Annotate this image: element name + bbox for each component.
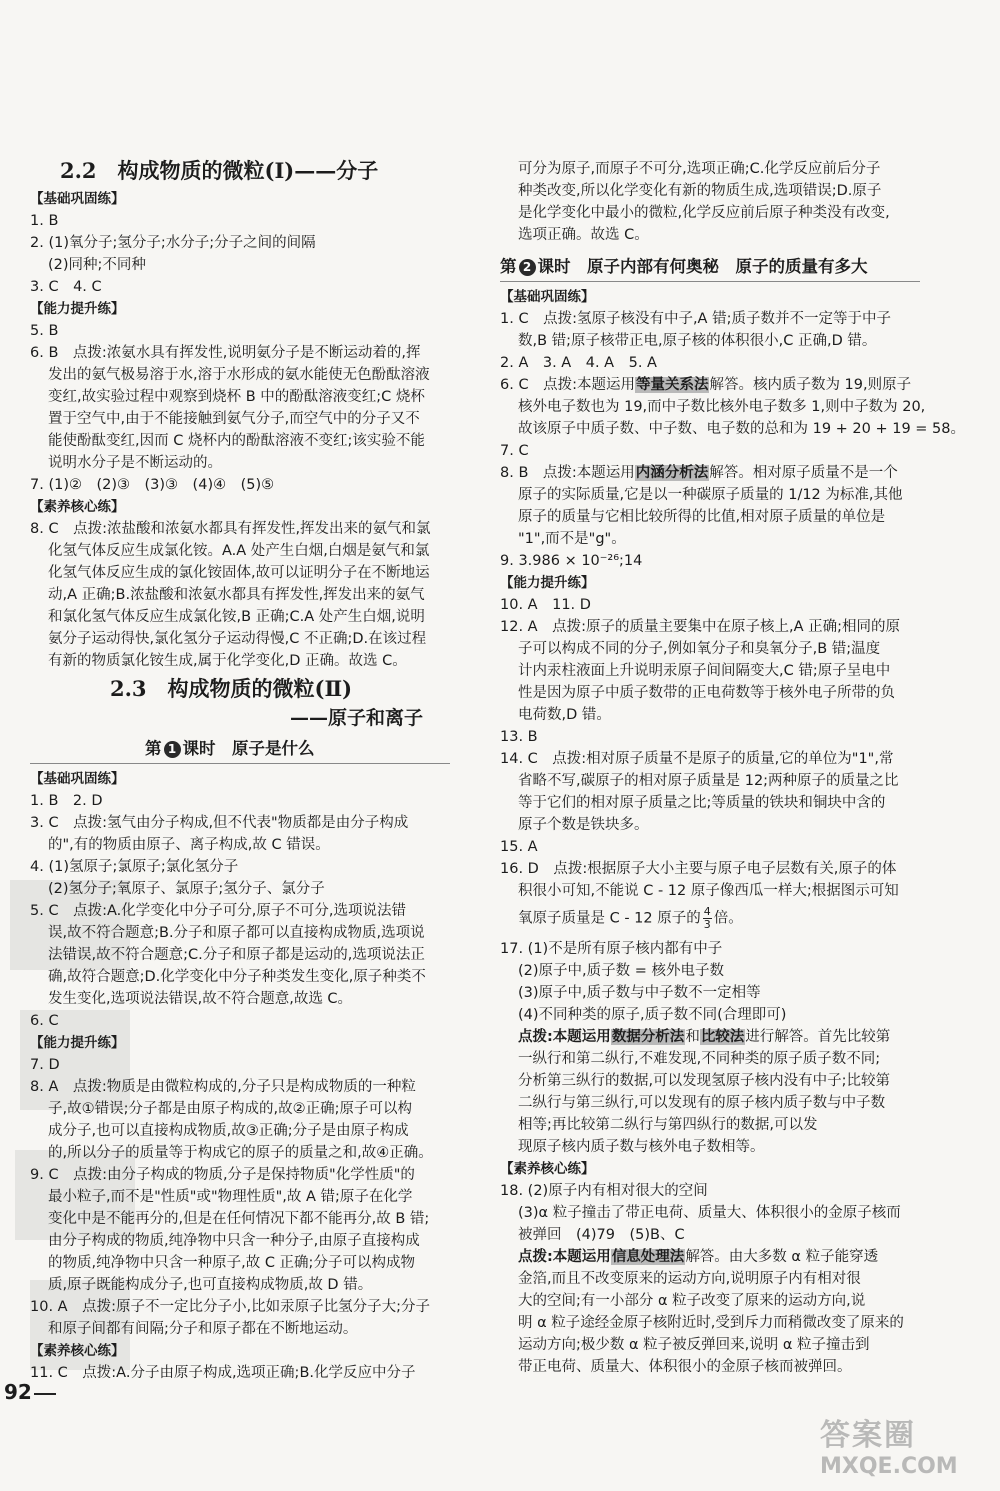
answer-18-cont: 带正电荷、质量大、体积很小的金原子核而被弹回。 [518,1359,852,1375]
answer-16-cont: 氧原子质量是 C - 12 原子的 $\frac{4}{3}$ 倍。 [518,905,743,931]
answer-18-cont: 金箔,而且不改变原来的运动方向,说明原子内有相对很 [518,1271,861,1287]
lesson-divider [500,281,920,282]
answer-12-cont: 计内汞柱液面上升说明汞原子间间隔变大,C 错;原子呈电中 [518,663,891,679]
answer-11: 11. C 点拨:A.分子由原子构成,选项正确;B.化学反应中分子 [30,1365,416,1381]
answer-8-cont: 原子的质量与它相比较所得的比值,相对原子质量的单位是 [518,509,886,525]
answer-17: 17. (1)不是所有原子核内都有中子 [500,941,723,957]
label-ability-practice: 【能力提升练】 [30,1035,125,1051]
answer-5-cont: 确,故符合题意;D.化学变化中分子种类发生变化,原子种类不 [48,969,426,985]
label-basic-practice: 【基础巩固练】 [500,289,595,305]
answer-18-part2-cont: 被弹回 (4)79 (5)B、C [518,1227,685,1243]
answer-6: 6. B 点拨:浓氨水具有挥发性,说明氨分子是不断运动着的,挥 [30,345,421,361]
answer-12-cont: 性是因为原子中质子数带的正电荷数等于核外电子所带的负 [518,685,895,701]
method-highlight: 比较法 [700,1029,745,1045]
answer-14: 14. C 点拨:相对原子质量不是原子的质量,它的单位为"1",常 [500,751,894,767]
answer-8: 8. C 点拨:浓盐酸和浓氨水都具有挥发性,挥发出来的氨气和氯 [30,521,431,537]
answer-2: 2. (1)氧分子;氢分子;水分子;分子之间的间隔 [30,235,316,251]
answer-18-cont: 明 α 粒子途经金原子核附近时,受到斥力而稍微改变了原来的 [518,1315,904,1331]
answer-8: 8. B 点拨:本题运用内涵分析法解答。相对原子质量不是一个 [500,465,898,481]
answer-15: 15. A [500,839,538,855]
answer-6-cont: 置于空气中,由于不能接触到氨气分子,而空气中的分子又不 [48,411,420,427]
answer-18-part2: (3)α 粒子撞击了带正电荷、质量大、体积很小的金原子核而 [518,1205,901,1221]
answer-1: 1. C 点拨:氢原子核没有中子,A 错;质子数并不一定等于中子 [500,311,891,327]
answer-10-cont: 和原子间都有间隔;分子和原子都在不断地运动。 [48,1321,358,1337]
answer-9-cont: 质,原子既能构成分子,也可直接构成物质,故 D 错。 [48,1277,373,1293]
label-basic-practice: 【基础巩固练】 [30,191,125,207]
answer-4: 4. (1)氢原子;氯原子;氯化氢分子 [30,859,239,875]
label-core-practice: 【素养核心练】 [30,499,125,515]
answer-4-part2: (2)氢分子;氧原子、氯原子;氢分子、氯分子 [48,881,325,897]
answer-6: 6. C 点拨:本题运用等量关系法解答。核内质子数为 19,则原子 [500,377,912,393]
label-core-practice: 【素养核心练】 [30,1343,125,1359]
answer-17-cont: 相等;再比较第二纵行与第四纵行的数据,可以发 [518,1117,818,1133]
answer-6: 6. C [30,1013,59,1029]
answer-18-cont: 大的空间;有一小部分 α 粒子改变了原来的运动方向,说 [518,1293,866,1309]
label-basic-practice: 【基础巩固练】 [30,771,125,787]
answer-6-cont: 故该原子中质子数、中子数、电子数的总和为 19 + 20 + 19 = 58。 [518,421,966,437]
answer-5-cont: 发生变化,选项说法错误,故不符合题意,故选 C。 [48,991,353,1007]
answer-8-cont: 化氢气体反应生成氯化铵。A.A 处产生白烟,白烟是氨气和氯 [48,543,430,559]
answer-2-5: 2. A 3. A 4. A 5. A [500,355,657,371]
answer-10-11: 10. A 11. D [500,597,591,613]
answer-13: 13. B [500,729,538,745]
label-core-practice: 【素养核心练】 [500,1161,595,1177]
answer-9: 9. 3.986 × 10⁻²⁶;14 [500,553,643,569]
answer-9-cont: 变化中是不能再分的,但是在任何情况下都不能再分,故 B 错; [48,1211,430,1227]
label-ability-practice: 【能力提升练】 [30,301,125,317]
answer-11-cont: 选项正确。故选 C。 [518,227,649,243]
watermark-logo-text: 答案圈 [820,1418,916,1453]
answer-18: 18. (2)原子内有相对很大的空间 [500,1183,708,1199]
answer-9-cont: 的物质,纯净物中只含一种原子,故 C 正确;分子可以构成物 [48,1255,415,1271]
answer-8-cont: 和氯化氢气体反应生成氯化铵,B 正确;C.A 处产生白烟,说明 [48,609,425,625]
answer-16-cont: 积很小可知,不能说 C - 12 原子像西瓜一样大;根据图示可知 [518,883,899,899]
answer-8-cont: 原子的实际质量,它是以一种碳原子质量的 1/12 为标准,其他 [518,487,903,503]
answer-17-cont: 一纵行和第二纵行,不难发现,不同种类的原子质子数不同; [518,1051,881,1067]
answer-14-cont: 等于它们的相对原子质量之比;等质量的铁块和铜块中含的 [518,795,886,811]
answer-7: 7. C [500,443,529,459]
answer-14-cont: 省略不写,碳原子的相对原子质量是 12;两种原子的质量之比 [518,773,899,789]
answer-12-cont: 子可以构成不同的分子,例如氧分子和臭氧分子,B 错;温度 [518,641,881,657]
answer-5: 5. B [30,323,59,339]
method-highlight: 内涵分析法 [635,465,709,481]
answer-8-cont: "1",而不是"g"。 [518,531,626,547]
answer-14-cont: 原子个数是铁块多。 [518,817,649,833]
answer-1: 1. B [30,213,59,229]
page-number-dash [34,1393,56,1395]
answer-17-cont: 现原子核内质子数与核外电子数相等。 [518,1139,765,1155]
answer-1-2: 1. B 2. D [30,793,103,809]
answer-8-cont: 动,A 正确;B.浓盐酸和浓氨水都具有挥发性,挥发出来的氨气 [48,587,425,603]
answer-8-cont: 氨分子运动得快,氯化氢分子运动得慢,C 不正确;D.在该过程 [48,631,427,647]
answer-8-cont: 化氢气体反应生成的氯化铵固体,故可以证明分子在不断地运 [48,565,430,581]
answer-1-cont: 数,B 错;原子核带正电,原子核的体积很小,C 正确,D 错。 [518,333,877,349]
answer-17-part4: (4)不同种类的原子,质子数不同(合理即可) [518,1007,787,1023]
lesson-1-heading: 第 1 课时 原子是什么 [145,739,315,758]
answer-5-cont: 误,故不符合题意;B.分子和原子都可以直接构成物质,选项说 [48,925,425,941]
method-highlight: 数据分析法 [611,1029,685,1045]
answer-8-cont: 子,故①错误;分子都是由原子构成的,故②正确;原子可以构 [48,1101,412,1117]
answer-16: 16. D 点拨:根据原子大小主要与原子电子层数有关,原子的体 [500,861,897,877]
answer-5-cont: 法错误,故不符合题意;C.分子和原子都是运动的,选项说法正 [48,947,425,963]
answer-17-part3: (3)原子中,质子数与中子数不一定相等 [518,985,761,1001]
method-highlight: 信息处理法 [611,1249,685,1265]
answer-6-cont: 能使酚酞变红,因而 C 烧杯内的酚酞溶液不变红;该实验不能 [48,433,425,449]
answer-17-cont: 二纵行与第三纵行,可以发现有的原子核内质子数与中子数 [518,1095,886,1111]
answer-9-cont: 由分子构成的物质,纯净物中只含一种分子,由原子直接构成 [48,1233,420,1249]
answer-17-part2: (2)原子中,质子数 = 核外电子数 [518,963,725,979]
answer-9: 9. C 点拨:由分子构成的物质,分子是保持物质"化学性质"的 [30,1167,415,1183]
method-highlight: 等量关系法 [635,377,709,393]
answer-7: 7. (1)② (2)③ (3)③ (4)④ (5)⑤ [30,477,275,493]
answer-6-cont: 说明水分子是不断运动的。 [48,455,222,471]
fraction: $\frac{4}{3}$ [703,905,711,931]
answer-18-tip: 点拨:本题运用信息处理法解答。由大多数 α 粒子能穿透 [518,1249,879,1265]
answer-8-cont: 的,所以分子的质量等于构成它的原子的质量之和,故④正确。 [48,1145,433,1161]
lesson-number-badge: 2 [519,259,536,276]
label-ability-practice: 【能力提升练】 [500,575,595,591]
answer-3-4: 3. C 4. C [30,279,102,295]
answer-8-cont: 有新的物质氯化铵生成,属于化学变化,D 正确。故选 C。 [48,653,407,669]
answer-3-cont: 的",有的物质由原子、离子构成,故 C 错误。 [48,837,330,853]
answer-11-cont: 种类改变,所以化学变化有新的物质生成,选项错误;D.原子 [518,183,882,199]
answer-2-part2: (2)同种;不同种 [48,257,146,273]
answer-8: 8. A 点拨:物质是由微粒构成的,分子只是构成物质的一种粒 [30,1079,416,1095]
answer-5: 5. C 点拨:A.化学变化中分子可分,原子不可分,选项说法错 [30,903,406,919]
lesson-number-badge: 1 [164,741,181,758]
answer-9-cont: 最小粒子,而不是"性质"或"物理性质",故 A 错;原子在化学 [48,1189,413,1205]
site-watermark-logo [820,1410,990,1490]
answer-3: 3. C 点拨:氢气由分子构成,但不代表"物质都是由分子构成 [30,815,409,831]
answer-11-cont: 可分为原子,而原子不可分,选项正确;C.化学反应前后分子 [518,161,881,177]
lesson-2-heading: 第 2 课时 原子内部有何奥秘 原子的质量有多大 [500,257,868,276]
section-subtitle-2-3: ——原子和离子 [290,707,424,729]
answer-6-cont: 核外电子数也为 19,而中子数比核外电子数多 1,则中子数为 20, [518,399,926,415]
answer-11-cont: 是化学变化中最小的微粒,化学反应前后原子种类没有改变, [518,205,890,221]
answer-18-cont: 运动方向;极少数 α 粒子被反弹回来,说明 α 粒子撞击到 [518,1337,870,1353]
lesson-divider [30,763,450,764]
watermark-site-text: MXQE.COM [820,1454,958,1479]
answer-7: 7. D [30,1057,60,1073]
answer-12-cont: 电荷数,D 错。 [518,707,611,723]
answer-17-cont: 分析第三纵行的数据,可以发现氢原子核内没有中子;比较第 [518,1073,890,1089]
answer-6-cont: 发出的氨气极易溶于水,溶于水形成的氨水能使无色酚酞溶液 [48,367,430,383]
section-title-2-2: 2.2 构成物质的微粒(Ⅰ)——分子 [60,158,379,183]
answer-10: 10. A 点拨:原子不一定比分子小,比如汞原子比氢分子大;分子 [30,1299,430,1315]
answer-6-cont: 变红,故实验过程中观察到烧杯 B 中的酚酞溶液变红;C 烧杯 [48,389,425,405]
answer-8-cont: 成分子,也可以直接构成物质,故③正确;分子是由原子构成 [48,1123,409,1139]
section-title-2-3: 2.3 构成物质的微粒(Ⅱ) [110,676,353,701]
answer-12: 12. A 点拨:原子的质量主要集中在原子核上,A 正确;相同的原 [500,619,900,635]
page-number: 92 [4,1380,32,1404]
answer-17-tip: 点拨:本题运用数据分析法和比较法进行解答。首先比较第 [518,1029,891,1045]
